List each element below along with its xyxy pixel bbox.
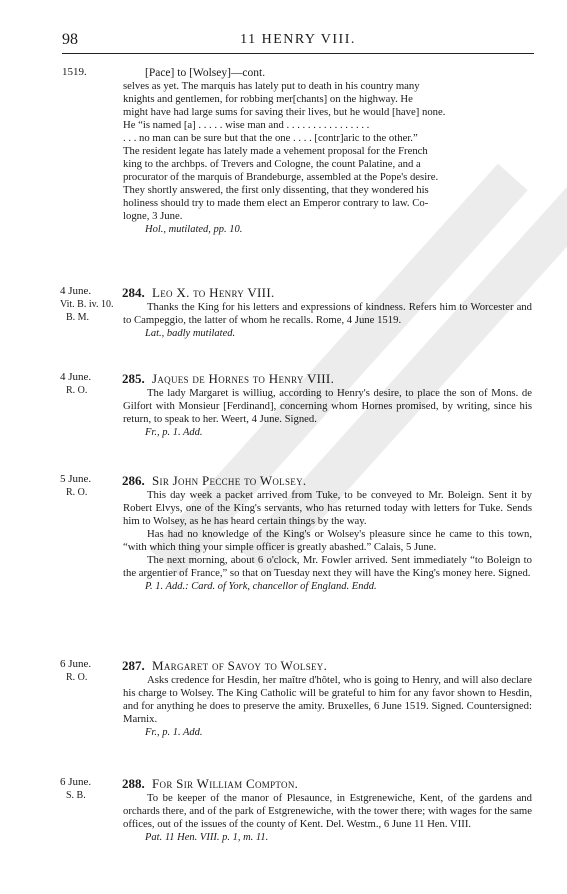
entry-body <box>123 387 532 439</box>
entry-number: 285. <box>122 371 145 386</box>
entry-date <box>60 658 118 684</box>
entry-source-2: B. M. <box>66 312 90 323</box>
continued-line: holiness should try to made them elect an Emperor contrary to law. Co- <box>123 197 429 209</box>
continued-line: He “is named [a] . . . . . wise man and . . . . . . . . . . . . . . . . <box>123 119 370 131</box>
running-head: 11 HENRY VIII. <box>240 32 356 47</box>
continued-line: logne, 3 June. <box>123 210 183 222</box>
entry-body <box>123 674 532 739</box>
entry-source: R. O. <box>66 672 88 683</box>
entry-date-text: 4 June. <box>60 371 92 383</box>
entry-number: 286. <box>122 473 145 488</box>
entry-paragraph: Thanks the King for his letters and expressions of kindness. Refers him to Worcester and to Campeggio, the latter of whom he recalls. Rome, 4 June 1519. <box>123 301 532 326</box>
entry-date <box>60 285 118 324</box>
entry-number: 288. <box>122 776 145 791</box>
page-number: 98 <box>62 31 78 48</box>
page-header <box>62 31 534 54</box>
entry-paragraph: To be keeper of the manor of Plesaunce, in Estgrenewiche, Kent, of the gardens and orchards there, and of the park of Estgrenewiche, with the tower there; with wages for the same offices, out of the issues of the county of Kent. Del. Westm., 6 June 11 Hen. VIII. <box>123 792 532 830</box>
entry-paragraph: Has had no knowledge of the King's or Wolsey's pleasure since he came to this town, “with which thing your simple officer is greatly abashed.” Calais, 5 June. <box>123 528 532 553</box>
entry-number: 284. <box>122 285 145 300</box>
entry-paragraph: Asks credence for Hesdin, her maître d'hôtel, who is going to Henry, and will also declare his charge to Wolsey. The King Catholic will be grateful to him for any favor shown to Hesdin, and for anything he does to preserve the amity. Bruxelles, 6 June 1519. Signed. Countersigned: Marnix. <box>123 674 532 725</box>
continued-line: might have had large sums for saving their lives, but he would [have] none. <box>123 106 446 118</box>
continued-line: knights and gentlemen, for robbing mer[chants] on the highway. He <box>123 93 413 105</box>
entry-date-text: 4 June. <box>60 285 92 297</box>
entry-note: Lat., badly mutilated. <box>145 328 236 339</box>
continued-line: . . . no man can be sure but that the one . . . . [contr]aric to the other.” <box>123 132 418 144</box>
continued-line: procurator of the marquis of Brandeburge, assembled at the Pope's desire. <box>123 171 439 183</box>
entry-body <box>123 489 532 593</box>
entry-source: Vit. B. iv. 10. <box>60 299 114 310</box>
entry-title: Sir John Pecche to Wolsey. <box>152 473 307 488</box>
entry-title: Leo X. to Henry VIII. <box>152 285 275 300</box>
entry-number: 287. <box>122 658 145 673</box>
entry-source: R. O. <box>66 487 88 498</box>
continued-line: king to the archbps. of Trevers and Cologne, the count Palatine, and a <box>123 158 421 170</box>
entry-body <box>123 792 532 844</box>
continued-letter <box>123 66 532 236</box>
entry-date-text: 6 June. <box>60 658 92 670</box>
entry-date-text: 6 June. <box>60 776 92 788</box>
continued-line: selves as yet. The marquis has lately put to death in his country many <box>123 80 420 92</box>
continued-text <box>123 80 532 223</box>
entry-paragraph: The lady Margaret is williug, according to Henry's desire, to place the son of Mons. de Gilfort with Monsieur [Ferdinand], concerning whom Hornes promised, by writing, since his return, to speak to her. Weert, 4 June. Signed. <box>123 387 532 425</box>
entry-paragraph: This day week a packet arrived from Tuke, to be conveyed to Mr. Boleign. Sent it by Robert Elvys, one of the King's servants, who has returned today with letters for Tuke. Sends him to Wolsey, as he has heard certain things by the way. <box>123 489 532 527</box>
entry-body <box>123 301 532 340</box>
entry-date <box>60 371 118 397</box>
entry-title: For Sir William Compton. <box>152 776 299 791</box>
entry-source: S. B. <box>66 790 86 801</box>
entry-note: Fr., p. 1. Add. <box>145 727 203 738</box>
entry-note: Fr., p. 1. Add. <box>145 427 203 438</box>
continued-note: Hol., mutilated, pp. 10. <box>145 224 243 235</box>
year-marker: 1519. <box>62 66 87 78</box>
entry-date <box>60 776 118 802</box>
continued-line: The resident legate has lately made a vehement proposal for the French <box>123 145 428 157</box>
entry-date-text: 5 June. <box>60 473 92 485</box>
entry-note: Pat. 11 Hen. VIII. p. 1, m. 11. <box>145 832 269 843</box>
entry-date <box>60 473 118 499</box>
continued-heading: [Pace] to [Wolsey]—cont. <box>145 67 266 79</box>
entry-source: R. O. <box>66 385 88 396</box>
entry-title: Margaret of Savoy to Wolsey. <box>152 658 328 673</box>
entry-title: Jaques de Hornes to Henry VIII. <box>152 371 335 386</box>
entry-note: P. 1. Add.: Card. of York, chancellor of England. Endd. <box>145 581 377 592</box>
entry-paragraph: The next morning, about 6 o'clock, Mr. Fowler arrived. Sent immediately “to Boleign to the argentier of France,” so that on Tuesday next they will have the King's money here. Signed. <box>123 554 532 579</box>
continued-line: They shortly answered, the first only dissenting, that they wondered his <box>123 184 429 196</box>
